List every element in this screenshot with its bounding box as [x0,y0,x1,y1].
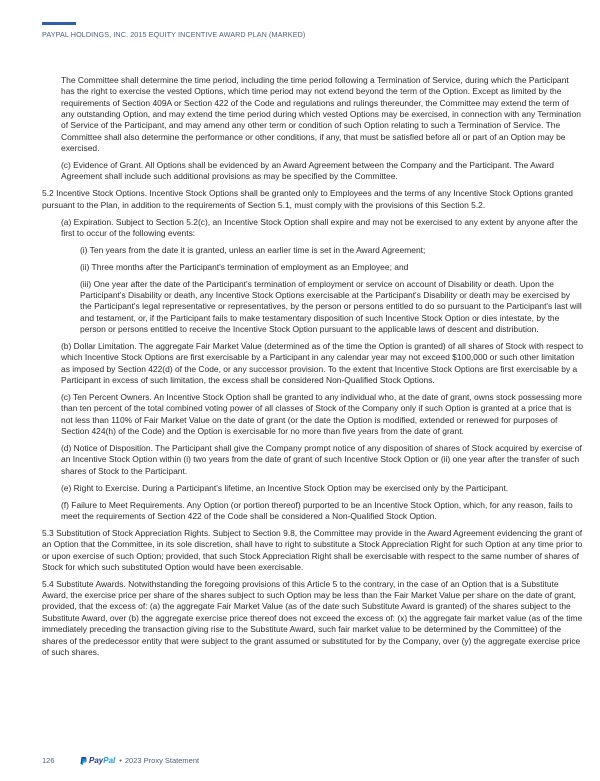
paypal-logo: Pay Pal [80,756,115,765]
list-item-three-months: (ii) Three months after the Participant's termination of employment as an Employee; and [80,261,409,272]
paragraph-ten-percent-owners: (c) Ten Percent Owners. An Incentive Stock Option shall be granted to any individual who, at the date of grant, owns stock possessing more than ten percent of the total combined voting power of all classes of Stock of the Company only if such Option is granted at a price that is not less than 110% of Fair Market Value on the date of grant (or the date the Option is modified, extended or renewed for purposes of Section 424(h) of the Code) and the Option is exercisable for no more than five years from the date of grant. [61,392,582,437]
footer-document-title: 2023 Proxy Statement [124,756,200,765]
paragraph-right-to-exercise: (e) Right to Exercise. During a Participant's lifetime, an Incentive Stock Option may be exercised only by the Participant. [61,482,509,493]
section-5-4-substitute-awards: 5.4 Substitute Awards. Notwithstanding the foregoing provisions of this Article 5 to the contrary, in the case of an Option that is a Substitute Award, the exercise price per share of the shares subject to such Option may be less than the Fair Market Value per share on the date of grant, provided, that the excess of: (a) the aggregate Fair Market Value (as of the date such Substitute Award is granted) of the shares subject to the Substitute Award, over (b) the aggregate exercise price thereof does not exceed the excess of: (x) the aggregate fair market value (as of the time immediately preceding the transaction giving rise to the Substitute Award, such fair market value to be determined by the Committee) of the shares of the predecessor entity that were subject to the grant assumed or substituted for by the Company, over (y) the aggregate exercise price of such shares. [42,578,583,657]
section-5-2-incentive-stock-options: 5.2 Incentive Stock Options. Incentive Stock Options shall be granted only to Employees and the terms of any Incentive Stock Options granted pursuant to the Plan, in addition to the requirements of Section 5.1, must comply with the provisions of this Section 5.2. [42,188,573,210]
section-5-3-substitution-sar: 5.3 Substitution of Stock Appreciation Rights. Subject to Section 9.8, the Committee may provide in the Award Agreement evidencing the grant of an Option that the Committee, in its sole discretion, shall have to right to substitute a Stock Appreciation Right for such Option at any time prior to or upon exercise of such Option; provided, that such Stock Appreciation Right shall be exercisable with respect to the same number of shares of Stock for which such substituted Option would have been exercisable. [42,527,583,572]
list-item-one-year: (iii) One year after the date of the Participant's termination of employment or service on account of Disability or death. Upon the Participant's Disability or death, any Incentive Stock Options exercisable at the Participant's Disability or death may be exercised by the Participant's legal representative or representatives, by the person or persons entitled to do so pursuant to the Participant's last will and testament, or, if the Participant fails to make testamentary disposition of such Incentive Stock Option or dies intestate, by the person or persons entitled to receive the Incentive Stock Option pursuant to the applicable laws of descent and distribution. [80,278,582,335]
document-body [42,75,584,664]
footer-separator: • [119,756,122,765]
page-number: 126 [42,756,55,765]
paragraph-dollar-limitation: (b) Dollar Limitation. The aggregate Fair Market Value (determined as of the time the Option is granted) of all shares of Stock with respect to which Incentive Stock Options are first exercisable by a Participant in any calendar year may not exceed $100,000 or such other limitation as imposed by Section 422(d) of the Code, or any successor provision. To the extent that Incentive Stock Options are first exercisable by a Participant in excess of such limitation, the excess shall be considered Non-Qualified Stock Options. [61,341,584,386]
paragraph-expiration: (a) Expiration. Subject to Section 5.2(c), an Incentive Stock Option shall expire and may not be exercised to any extent by anyone after the first to occur of the following events: [61,216,578,238]
running-header: PAYPAL HOLDINGS, INC. 2015 EQUITY INCENTIVE AWARD PLAN (MARKED) [42,30,306,39]
header-accent-bar [42,22,76,25]
list-item-ten-years: (i) Ten years from the date it is granted, unless an earlier time is set in the Award Agreement; [80,244,426,255]
paypal-mark-icon [80,757,87,765]
paragraph-evidence-of-grant: (c) Evidence of Grant. All Options shall be evidenced by an Award Agreement between the Company and the Participant. The Award Agreement shall include such additional provisions as may be specified by the Committee. [61,160,554,182]
paragraph-failure-to-meet-requirements: (f) Failure to Meet Requirements. Any Option (or portion thereof) purported to be an Incentive Stock Option, which, for any reason, fails to meet the requirements of Section 422 of the Code shall be considered a Non-Qualified Stock Option. [61,499,573,521]
paragraph-notice-of-disposition: (d) Notice of Disposition. The Participant shall give the Company prompt notice of any disposition of shares of Stock acquired by exercise of an Incentive Stock Option within (i) two years from the date of grant of such Incentive Stock Option or (ii) one year after the transfer of such shares of Stock to the Participant. [61,442,582,476]
page-footer [42,756,199,765]
paragraph-option-term: The Committee shall determine the time period, including the time period following a Termination of Service, during which the Participant has the right to exercise the vested Options, which time period may not extend beyond the term of the Option. Except as limited by the requirements of Section 409A or Section 422 of the Code and regulations and rulings thereunder, the Committee may extend the term of any outstanding Option, and may extend the time period during which vested Options may be exercised, in connection with any Termination of Service of the Participant, and may amend any other term or condition of such Option relating to such a Termination of Service. The Committee shall also determine the performance or other conditions, if any, that must be satisfied before all or part of an Option may be exercised. [61,75,581,154]
